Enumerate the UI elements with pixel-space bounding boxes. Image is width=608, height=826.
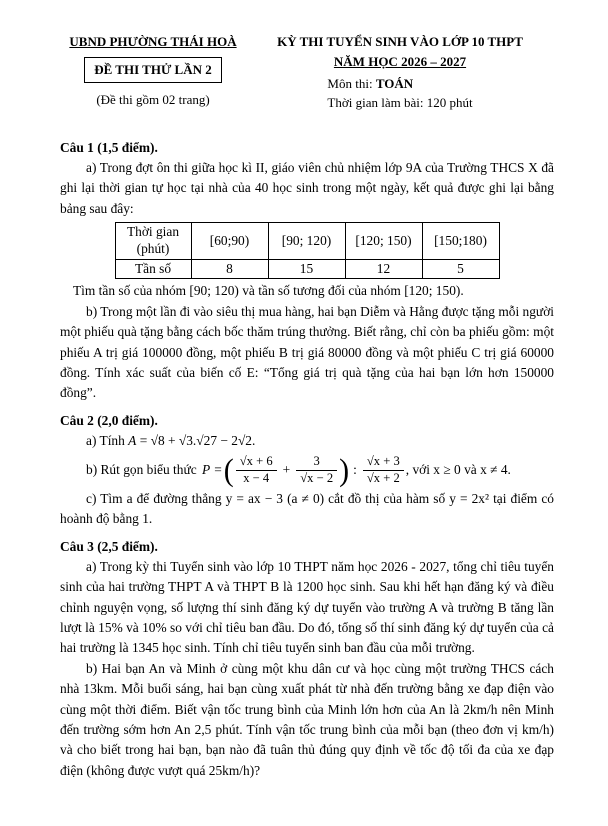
- header-left-block: [60, 32, 246, 109]
- table-cell-interval-3: [120; 150): [345, 223, 422, 260]
- cau3-part-a: a) Trong kỳ thi Tuyển sinh vào lớp 10 THPT năm học 2026 - 2027, tổng chỉ tiêu tuyển sinh của hai trường THPT A và THPT B là 1200 học sinh. Sau khi hết hạn đăng ký và điều chỉnh nguyện vọng, số lượng thí sinh đăng ký dự tuyển vào trường A và trường B tăng lần lượt là 15% và 10% so với chỉ tiêu ban đầu. Do đó, tổng số thí sinh đăng ký dự tuyển của cả hai trường là 1345 học sinh. Tính chỉ tiêu tuyển sinh ban đầu của mỗi trường.: [60, 558, 554, 656]
- open-paren: (: [223, 452, 234, 488]
- cau2-title: Câu 2 (2,0 điểm).: [60, 412, 158, 428]
- cau2a-prefix: a) Tính: [86, 433, 129, 448]
- division-operator: :: [353, 462, 357, 478]
- close-paren: ): [339, 452, 350, 488]
- frequency-table: [115, 222, 500, 279]
- fraction-3-numerator: √x + 3: [366, 454, 400, 469]
- table-cell-freq-2: 15: [268, 259, 345, 279]
- exam-title: KỲ THI TUYỂN SINH VÀO LỚP 10 THPT: [277, 34, 523, 49]
- plus-operator: +: [282, 462, 291, 478]
- exam-school-year: NĂM HỌC 2026 – 2027: [333, 53, 467, 69]
- table-cell-interval-2: [90; 120): [268, 223, 345, 260]
- table-cell-interval-4: [150;180): [422, 223, 499, 260]
- exam-round-box: ĐỀ THI THỬ LẦN 2: [84, 57, 222, 83]
- cau1-part-b: b) Trong một lần đi vào siêu thị mua hàng, hai bạn Diễm và Hằng được tặng mỗi người một phiếu quà tặng bằng cách bốc thăm trúng thưởng. Biết rằng, chỉ còn ba phiếu gồm: một phiếu A trị giá 100000 đồng, một phiếu B trị giá 80000 đồng và một phiếu C trị giá 60000 đồng. Tính xác suất của biến cố E: “Tổng giá trị quà tặng của hai bạn lớn hơn 150000 đồng”.: [60, 303, 554, 401]
- header-right-block: [246, 32, 554, 114]
- cau3-part-b: b) Hai bạn An và Minh ở cùng một khu dân cư và học cùng một trường THCS cách nhà 13km. Mỗi buổi sáng, hai bạn cùng xuất phát từ nhà đến trường bằng xe đạp điện vào cùng một thời điểm. Biết vận tốc trung bình của Minh lớn hơn của An là 2km/h nên Minh đến trường sớm hơn An 2,5 phút. Tính vận tốc trung bình của mỗi bạn (theo đơn vị km/h) và cho biết trong hai bạn, bạn nào đã tuân thủ đúng quy định về tốc độ tối đa của xe đạp điện (không được vượt quá 25km/h)?: [60, 660, 554, 778]
- time-line: Thời gian làm bài: 120 phút: [327, 95, 473, 111]
- fraction-2: [296, 454, 337, 486]
- fraction-1-numerator: √x + 6: [239, 454, 273, 469]
- table-cell-freq-1: 8: [191, 259, 268, 279]
- page-count-note: (Đề thi gồm 02 trang): [96, 91, 210, 107]
- table-cell-freq-4: 5: [422, 259, 499, 279]
- exam-info: [327, 74, 472, 114]
- exam-header: [60, 32, 554, 114]
- exam-body: [60, 138, 554, 781]
- subject-label: Môn thi:: [327, 75, 376, 91]
- table-cell-time-label: Thời gian (phút): [115, 223, 191, 260]
- cau1-question: Tìm tần số của nhóm [90; 120) và tần số tương đối của nhóm [120; 150).: [73, 283, 464, 299]
- cau2-part-a: [60, 431, 554, 451]
- table-cell-interval-1: [60;90): [191, 223, 268, 260]
- subject-line: [327, 74, 472, 94]
- cau2a-variable: A: [128, 433, 137, 448]
- cau2-part-b: [60, 454, 554, 486]
- cau2b-variable: P: [202, 462, 211, 478]
- fraction-1-denominator: x − 4: [236, 470, 277, 487]
- fraction-1: [236, 454, 277, 486]
- cau2-part-c: c) Tìm a để đường thẳng y = ax − 3 (a ≠ 0) cắt đồ thị của hàm số y = 2x² tại điểm có hoành độ bằng 1.: [60, 490, 554, 527]
- table-row-frequency: [115, 259, 499, 279]
- table-row-time: [115, 223, 499, 260]
- cau2a-formula: = √8 + √3.√27 − 2√2.: [136, 433, 256, 448]
- subject-name: TOÁN: [375, 75, 414, 91]
- table-cell-freq-label: Tần số: [115, 259, 191, 279]
- cau2b-prefix: b) Rút gọn biểu thức: [86, 462, 200, 478]
- fraction-2-denominator: √x − 2: [296, 470, 337, 487]
- equals-sign: =: [214, 462, 222, 478]
- table-cell-freq-3: 12: [345, 259, 422, 279]
- issuing-org: UBND PHƯỜNG THÁI HOÀ: [69, 34, 237, 49]
- fraction-3-denominator: √x + 2: [363, 470, 404, 487]
- fraction-2-numerator: 3: [313, 454, 320, 469]
- cau2b-condition: , với x ≥ 0 và x ≠ 4.: [405, 462, 511, 478]
- cau1-part-a: a) Trong đợt ôn thi giữa học kì II, giáo viên chủ nhiệm lớp 9A của Trường THCS X đã ghi lại thời gian tự học tại nhà của 40 học sinh trong một ngày, kết quả được ghi lại bằng bảng sau đây:: [60, 160, 554, 216]
- fraction-3: [363, 454, 404, 486]
- cau3-title: Câu 3 (2,5 điểm).: [60, 538, 158, 554]
- cau1-title: Câu 1 (1,5 điểm).: [60, 139, 158, 155]
